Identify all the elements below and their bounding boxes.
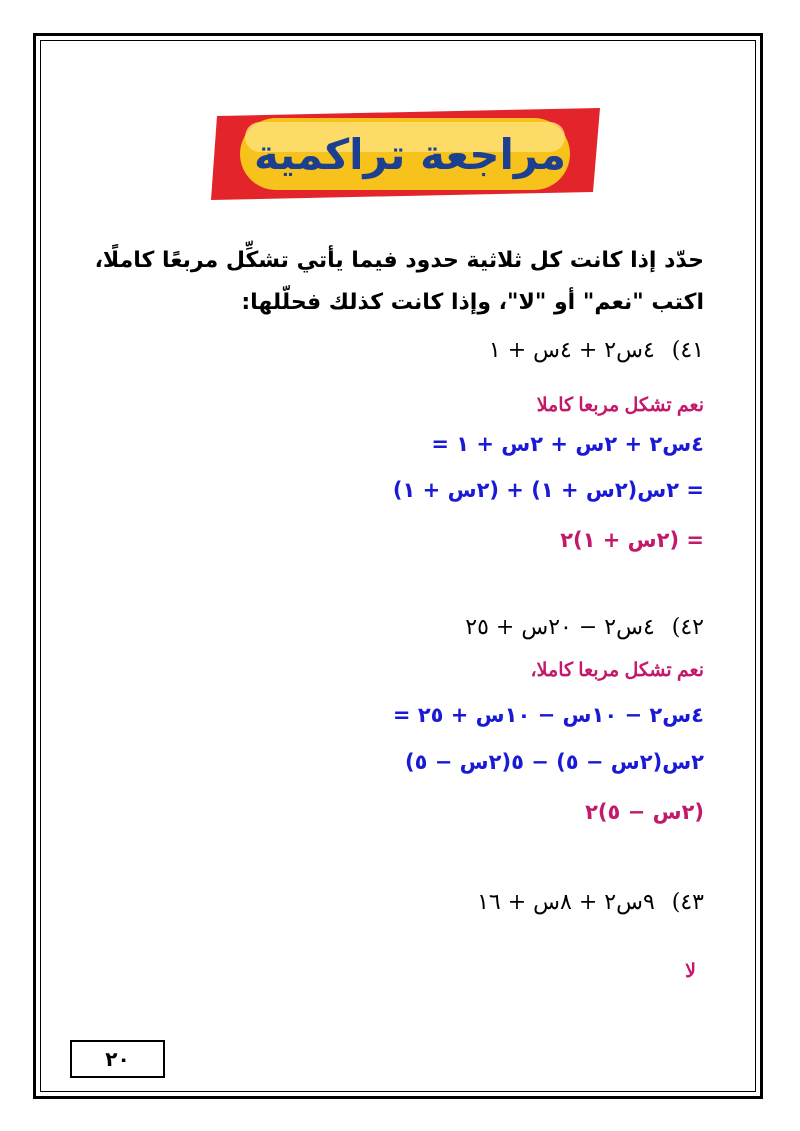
step-41-2: = ٢س(٢س + ١) + (٢س + ١) bbox=[392, 478, 704, 502]
answer-42: نعم تشكل مربعا كاملا، bbox=[530, 660, 704, 681]
instructions-line-1: حدّد إذا كانت كل ثلاثية حدود فيما يأتي تشكِّل مربعًا كاملًا، bbox=[94, 248, 704, 273]
page-title: مراجعة تراكمية bbox=[253, 130, 567, 179]
step-42-1: ٤س٢ − ١٠س − ١٠س + ٢٥ = bbox=[392, 703, 704, 727]
step-41-3: = (٢س + ١)٢ bbox=[560, 528, 704, 552]
answer-41: نعم تشكل مربعا كاملا bbox=[536, 395, 704, 416]
instructions-line-2: اكتب "نعم" أو "لا"، وإذا كانت كذلك فحلّلها: bbox=[241, 290, 704, 315]
problem-43 bbox=[477, 890, 704, 915]
instructions bbox=[84, 240, 704, 324]
step-42-2: ٢س(٢س − ٥) − ٥(٢س − ٥) bbox=[405, 750, 704, 774]
problem-number: ٤٣) bbox=[671, 890, 704, 915]
answer-43: لا bbox=[685, 961, 696, 982]
problem-41 bbox=[489, 338, 704, 363]
step-41-1: ٤س٢ + ٢س + ٢س + ١ = bbox=[431, 432, 704, 456]
page-number: ٢٠ bbox=[70, 1040, 165, 1078]
problem-expression: ٤س٢ − ٢٠س + ٢٥ bbox=[465, 615, 655, 640]
step-42-3: (٢س − ٥)٢ bbox=[585, 800, 704, 824]
problem-expression: ٤س٢ + ٤س + ١ bbox=[488, 338, 655, 363]
problem-number: ٤٢) bbox=[671, 615, 704, 640]
problem-expression: ٩س٢ + ٨س + ١٦ bbox=[477, 890, 655, 915]
problem-42 bbox=[465, 615, 704, 640]
problem-number: ٤١) bbox=[671, 338, 704, 363]
